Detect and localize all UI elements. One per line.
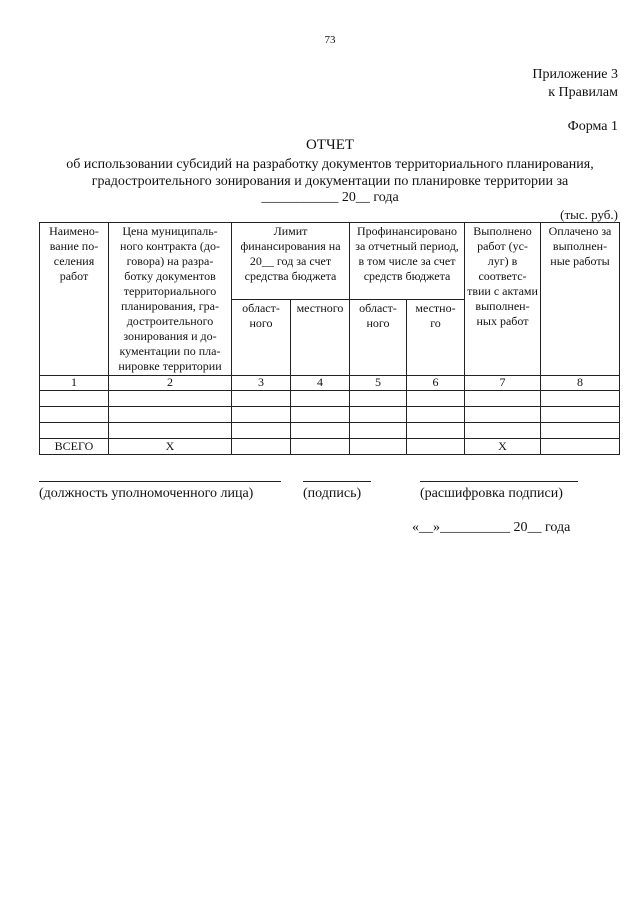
table-cell xyxy=(465,407,541,423)
table-cell xyxy=(350,423,407,439)
table-cell xyxy=(232,391,291,407)
table-cell xyxy=(407,423,465,439)
position-line xyxy=(39,481,281,482)
form-label: Форма 1 xyxy=(567,119,618,134)
date-open-quote: « xyxy=(412,520,419,535)
table-row xyxy=(40,423,620,439)
table-cell xyxy=(40,391,109,407)
report-table xyxy=(39,222,620,455)
column-index: 6 xyxy=(407,376,465,391)
date-year: 20__ года xyxy=(513,520,571,535)
signature-line xyxy=(303,481,371,482)
table-cell xyxy=(465,391,541,407)
position-signature-block xyxy=(39,468,281,508)
report-period xyxy=(0,190,640,206)
total-contract-mark: Х xyxy=(109,439,232,455)
column-index: 4 xyxy=(291,376,350,391)
column-index: 1 xyxy=(40,376,109,391)
total-row xyxy=(40,439,620,455)
date-line xyxy=(412,520,570,536)
table-cell xyxy=(40,423,109,439)
period-year: 20__ года xyxy=(341,190,399,205)
table-cell xyxy=(407,439,465,455)
period-blank: ___________ xyxy=(261,190,339,205)
table-cell xyxy=(232,439,291,455)
total-completed-mark: Х xyxy=(465,439,541,455)
header-row xyxy=(40,223,620,300)
column-index: 5 xyxy=(350,376,407,391)
table-cell xyxy=(350,407,407,423)
table-cell xyxy=(232,407,291,423)
header-completed-works: Выполнено работ (ус- луг) в соответс- твии с актами выполнен- ных работ xyxy=(465,223,541,376)
subheader-local-financed: местно- го xyxy=(407,300,465,376)
table-cell xyxy=(109,423,232,439)
table-cell xyxy=(109,407,232,423)
column-index: 7 xyxy=(465,376,541,391)
date-month-blank: __________ xyxy=(440,520,510,535)
column-index: 8 xyxy=(541,376,620,391)
table-cell xyxy=(291,439,350,455)
table-cell xyxy=(291,391,350,407)
report-title: ОТЧЕТ xyxy=(305,137,355,153)
table-row xyxy=(40,391,620,407)
header-financed: Профинансировано за отчетный период, в том числе за счет средств бюджета xyxy=(350,223,465,300)
table-cell xyxy=(541,439,620,455)
appendix-reference xyxy=(532,66,618,102)
table-cell xyxy=(407,407,465,423)
total-label: ВСЕГО xyxy=(40,439,109,455)
signature-block xyxy=(303,468,371,508)
signature-caption: (подпись) xyxy=(303,486,362,501)
table-cell xyxy=(541,391,620,407)
table-cell xyxy=(291,423,350,439)
rules-line: к Правилам xyxy=(548,85,618,100)
table-cell xyxy=(541,407,620,423)
units-label: (тыс. руб.) xyxy=(560,207,618,222)
header-paid-works: Оплачено за выполнен- ные работы xyxy=(541,223,620,376)
decoding-caption: (расшифровка подписи) xyxy=(420,486,563,501)
column-index: 2 xyxy=(109,376,232,391)
table-cell xyxy=(40,407,109,423)
appendix-line: Приложение 3 xyxy=(532,67,618,82)
table-cell xyxy=(109,391,232,407)
table-cell xyxy=(407,391,465,407)
column-index: 3 xyxy=(232,376,291,391)
subheader-local: местного xyxy=(291,300,350,376)
column-index-row xyxy=(40,376,620,391)
decoding-signature-block xyxy=(420,468,578,508)
report-subtitle: об использовании субсидий на разработку документов территориального планирования, градостроительного зонирования и документации по планировке территории за xyxy=(66,157,594,189)
table-cell xyxy=(350,391,407,407)
page-number: 73 xyxy=(324,34,336,46)
subheader-regional: област- ного xyxy=(232,300,291,376)
header-financing-limit: Лимит финансирования на 20__ год за счет средства бюджета xyxy=(232,223,350,300)
header-contract-price: Цена муниципаль- ного контракта (до- говора) на разра- ботку документов территориального планирования, гра- достроительного зонирования и до- кументации по пла- нировке территории xyxy=(109,223,232,376)
table-cell xyxy=(465,423,541,439)
table-cell xyxy=(291,407,350,423)
position-caption: (должность уполномоченного лица) xyxy=(39,486,254,501)
table-row xyxy=(40,407,620,423)
decoding-line xyxy=(420,481,578,482)
date-close-quote: » xyxy=(433,520,440,535)
table-cell xyxy=(350,439,407,455)
header-settlement: Наимено- вание по- селения работ xyxy=(40,223,109,376)
date-day-blank: __ xyxy=(419,520,433,535)
table-cell xyxy=(541,423,620,439)
table-cell xyxy=(232,423,291,439)
subheader-regional-financed: област- ного xyxy=(350,300,407,376)
